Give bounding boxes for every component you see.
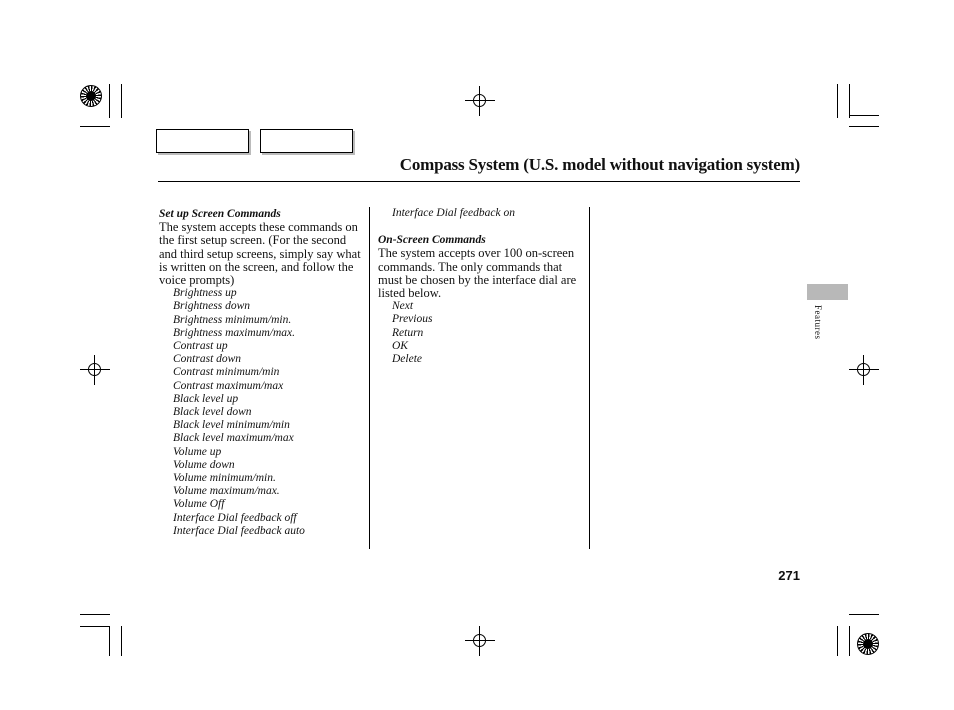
- list-item: Interface Dial feedback auto: [173, 524, 305, 537]
- list-item: Volume minimum/min.: [173, 472, 276, 485]
- registration-target-bottom-right: [857, 633, 879, 655]
- list-item: Next: [392, 300, 414, 313]
- crop-mark: [849, 84, 850, 118]
- section-tab-label: Features: [813, 305, 823, 340]
- column-onscreen-commands: [378, 207, 578, 366]
- list-item: Brightness up: [173, 287, 237, 300]
- list-item: Return: [392, 326, 424, 339]
- list-item: Contrast down: [173, 353, 242, 366]
- crop-mark: [109, 84, 110, 118]
- command-list-continued: [378, 207, 578, 220]
- crop-mark: [849, 614, 879, 615]
- list-item: Contrast minimum/min: [173, 366, 280, 379]
- column-divider: [369, 207, 370, 549]
- section-heading: On-Screen Commands: [378, 234, 486, 247]
- section-tab[interactable]: [807, 284, 848, 300]
- command-list: [378, 300, 578, 366]
- title-rule: [158, 181, 800, 182]
- list-item: Delete: [392, 353, 423, 366]
- registration-crosshair-top: [465, 86, 495, 116]
- list-item: Contrast maximum/max: [173, 379, 284, 392]
- list-item: Previous: [392, 313, 433, 326]
- crop-mark: [849, 626, 850, 656]
- registration-crosshair-right: [849, 355, 879, 385]
- crop-mark: [121, 626, 122, 656]
- list-item: Black level up: [173, 392, 239, 405]
- nav-box-next[interactable]: [260, 129, 353, 153]
- list-item: Black level down: [173, 406, 252, 419]
- crop-mark: [849, 126, 879, 127]
- crop-mark: [837, 84, 838, 118]
- list-item: Interface Dial feedback off: [173, 511, 297, 524]
- list-item: Interface Dial feedback on: [392, 207, 515, 219]
- page-number: 271: [778, 568, 800, 583]
- list-item: Brightness maximum/max.: [173, 326, 296, 339]
- list-item: Volume Off: [173, 498, 225, 511]
- registration-crosshair-left: [80, 355, 110, 385]
- section-heading: Set up Screen Commands: [159, 208, 281, 220]
- list-item: Black level maximum/max: [173, 432, 294, 445]
- list-item: Brightness down: [173, 300, 250, 313]
- crop-mark: [109, 626, 110, 656]
- list-item: Contrast up: [173, 340, 228, 353]
- nav-box-previous[interactable]: [156, 129, 249, 153]
- list-item: Volume up: [173, 445, 222, 458]
- list-item: Volume down: [173, 458, 235, 471]
- list-item: OK: [392, 339, 408, 352]
- registration-crosshair-bottom: [465, 626, 495, 656]
- list-item: Brightness minimum/min.: [173, 313, 292, 326]
- crop-mark: [80, 126, 110, 127]
- column-divider: [589, 207, 590, 549]
- registration-target-top-left: [80, 85, 102, 107]
- crop-mark: [80, 614, 110, 615]
- crop-mark: [80, 626, 110, 627]
- column-setup-commands: [159, 208, 364, 538]
- section-paragraph: The system accepts these commands on the first setup screen. (For the second and third setup screens, simply say what is written on the screen, and follow the voice prompts): [159, 220, 361, 288]
- list-item: Black level minimum/min: [173, 419, 290, 432]
- crop-mark: [849, 115, 879, 116]
- page-title: Compass System (U.S. model without navigation system): [399, 155, 800, 174]
- list-item: Volume maximum/max.: [173, 485, 280, 498]
- crop-mark: [837, 626, 838, 656]
- section-paragraph: The system accepts over 100 on-screen commands. The only commands that must be chosen by the interface dial are listed below.: [378, 246, 577, 301]
- command-list: [159, 287, 364, 538]
- crop-mark: [121, 84, 122, 118]
